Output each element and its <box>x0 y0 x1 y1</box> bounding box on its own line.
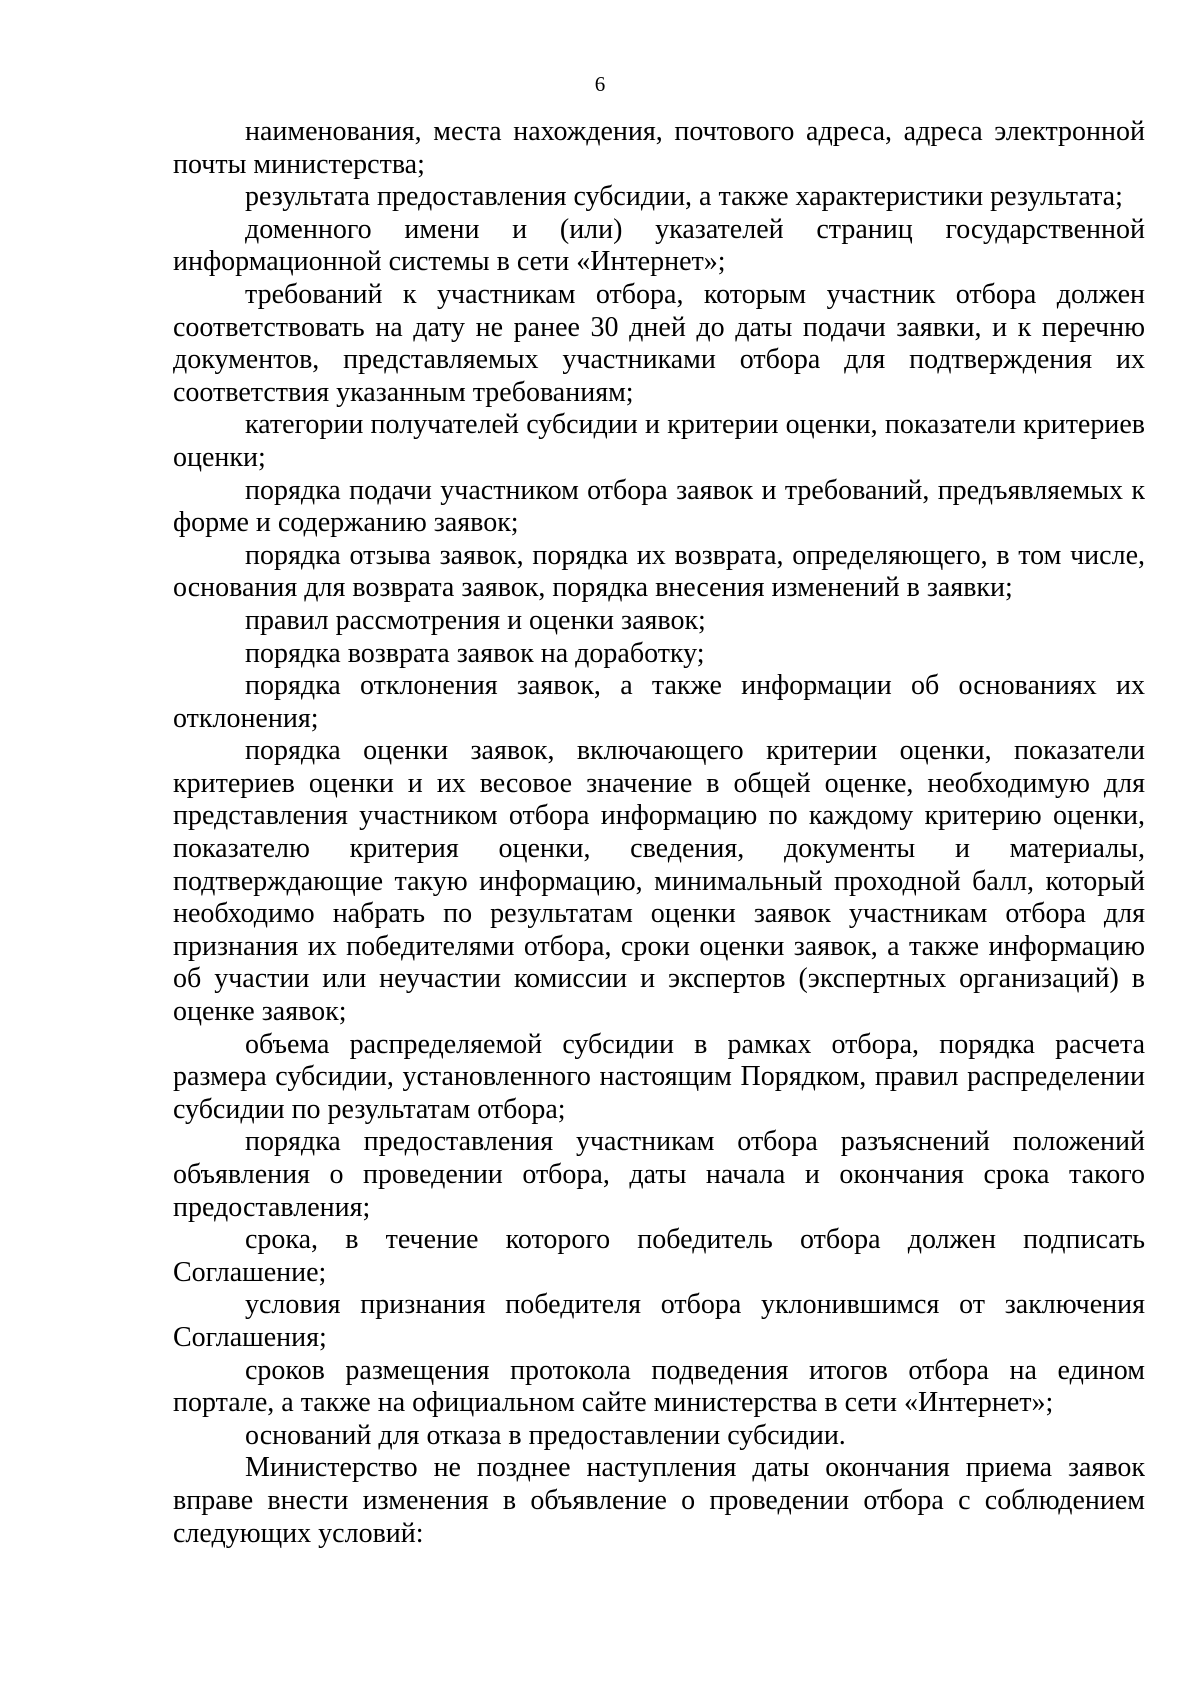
paragraph: наименования, места нахождения, почтового адреса, адреса электронной почты министерства; <box>173 116 1145 180</box>
paragraph: порядка предоставления участникам отбора разъяснений положений объявления о проведении отбора, даты начала и окончания срока такого предоставления; <box>173 1126 1145 1223</box>
page-number: 6 <box>594 72 606 96</box>
document-body <box>173 116 1145 1550</box>
paragraph: категории получателей субсидии и критерии оценки, показатели критериев оценки; <box>173 409 1145 473</box>
paragraph: порядка возврата заявок на доработку; <box>245 637 705 669</box>
paragraph: порядка отклонения заявок, а также информации об основаниях их отклонения; <box>173 670 1145 734</box>
paragraph: правил рассмотрения и оценки заявок; <box>245 604 706 636</box>
paragraph: требований к участникам отбора, которым участник отбора должен соответствовать на дату не ранее 30 дней до даты подачи заявки, и к перечню документов, представляемых участниками отбора для подтверждения их соответствия указанным требованиям; <box>173 278 1145 408</box>
paragraph: доменного имени и (или) указателей страниц государственной информационной системы в сети «Интернет»; <box>173 213 1145 278</box>
paragraph: порядка отзыва заявок, порядка их возврата, определяющего, в том числе, основания для возврата заявок, порядка внесения изменений в заявки; <box>173 539 1145 604</box>
paragraph: оснований для отказа в предоставлении субсидии. <box>245 1419 846 1451</box>
paragraph: сроков размещения протокола подведения итогов отбора на едином портале, а также на официальном сайте министерства в сети «Интернет»; <box>173 1354 1145 1419</box>
paragraph: результата предоставления субсидии, а также характеристики результата; <box>245 181 1123 213</box>
paragraph: порядка оценки заявок, включающего критерии оценки, показатели критериев оценки и их весовое значение в общей оценке, необходимую для представления участником отбора информацию по каждому критерию оценки, показателю критерия оценки, сведения, документы и материалы, подтверждающие такую информацию, минимальный проходной балл, который необходимо набрать по результатам оценки заявок участникам отбора для признания их победителями отбора, сроки оценки заявок, а также информацию об участии или неучастии комиссии и экспертов (экспертных организаций) в оценке заявок; <box>173 735 1145 1028</box>
paragraph: порядка подачи участником отбора заявок и требований, предъявляемых к форме и содержанию заявок; <box>173 474 1145 539</box>
paragraph: объема распределяемой субсидии в рамках отбора, порядка расчета размера субсидии, установленного настоящим Порядком, правил распределении субсидии по результатам отбора; <box>173 1028 1145 1125</box>
paragraph: Министерство не позднее наступления даты окончания приема заявок вправе внести изменения в объявление о проведении отбора с соблюдением следующих условий: <box>173 1452 1145 1549</box>
paragraph: срока, в течение которого победитель отбора должен подписать Соглашение; <box>173 1224 1145 1288</box>
paragraph: условия признания победителя отбора уклонившимся от заключения Соглашения; <box>173 1289 1145 1353</box>
